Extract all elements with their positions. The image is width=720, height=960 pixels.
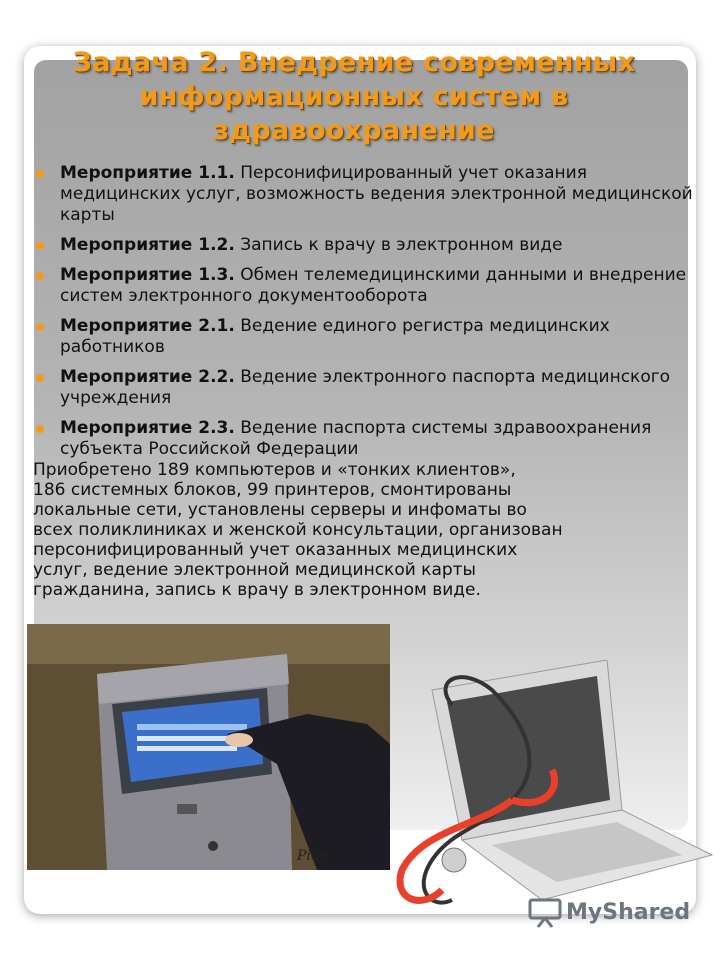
bullet-text: Ведение электронного паспорта медицинского учреждения [60,367,671,408]
bullet-label: Мероприятие 2.3. [60,418,235,438]
body-line: услуг, ведение электронной медицинской карты [33,560,476,580]
laptop-icon [392,660,714,910]
presentation-board-icon [528,898,562,928]
bullet-dot-icon [36,272,44,280]
slide-title: Задача 2. Внедрение современных информационных систем в здравоохранение [72,47,636,146]
body-line: всех поликлиниках и женской консультации, организован [33,520,563,540]
bullet-label: Мероприятие 1.2. [60,235,235,255]
body-line: персонифицированный учет оказанных медицинских [33,540,518,560]
laptop-stethoscope-image [392,660,714,910]
body-line: локальные сети, установлены серверы и инфоматы во [33,500,527,520]
bullet-text: Ведение единого регистра медицинских работников [60,316,610,357]
list-item [36,265,696,307]
bullet-label: Мероприятие 2.2. [60,367,235,387]
bullet-list [36,163,696,469]
watermark [528,896,698,932]
bullet-text: Ведение паспорта системы здравоохранения субъекта Российской Федерации [60,418,652,459]
bullet-dot-icon [36,242,44,250]
kiosk-photo [27,624,390,870]
bullet-dot-icon [36,170,44,178]
bullet-text: Запись к врачу в электронном виде [234,235,563,255]
list-item [36,367,696,409]
bullet-text: Обмен телемедицинскими данными и внедрение систем электронного документооборота [60,265,687,306]
kiosk-illustration [27,624,390,870]
bullet-label: Мероприятие 1.1. [60,163,235,183]
bullet-text: Персонифицированный учет оказания медицинских услуг, возможность ведения электронной медицинской карты [60,163,693,225]
photo-caption: Pion [297,848,329,864]
list-item [36,418,696,460]
list-item [36,163,696,226]
bullet-dot-icon [36,323,44,331]
body-paragraph [33,460,693,600]
list-item [36,316,696,358]
bullet-dot-icon [36,425,44,433]
body-line: Приобретено 189 компьютеров и «тонких клиентов», [33,460,516,480]
watermark-text: MyShared [566,900,691,925]
bullet-dot-icon [36,374,44,382]
body-line: гражданина, запись к врачу в электронном виде. [33,580,481,600]
body-line: 186 системных блоков, 99 принтеров, смонтированы [33,480,512,500]
list-item [36,235,696,256]
bullet-label: Мероприятие 2.1. [60,316,235,336]
bullet-label: Мероприятие 1.3. [60,265,235,285]
